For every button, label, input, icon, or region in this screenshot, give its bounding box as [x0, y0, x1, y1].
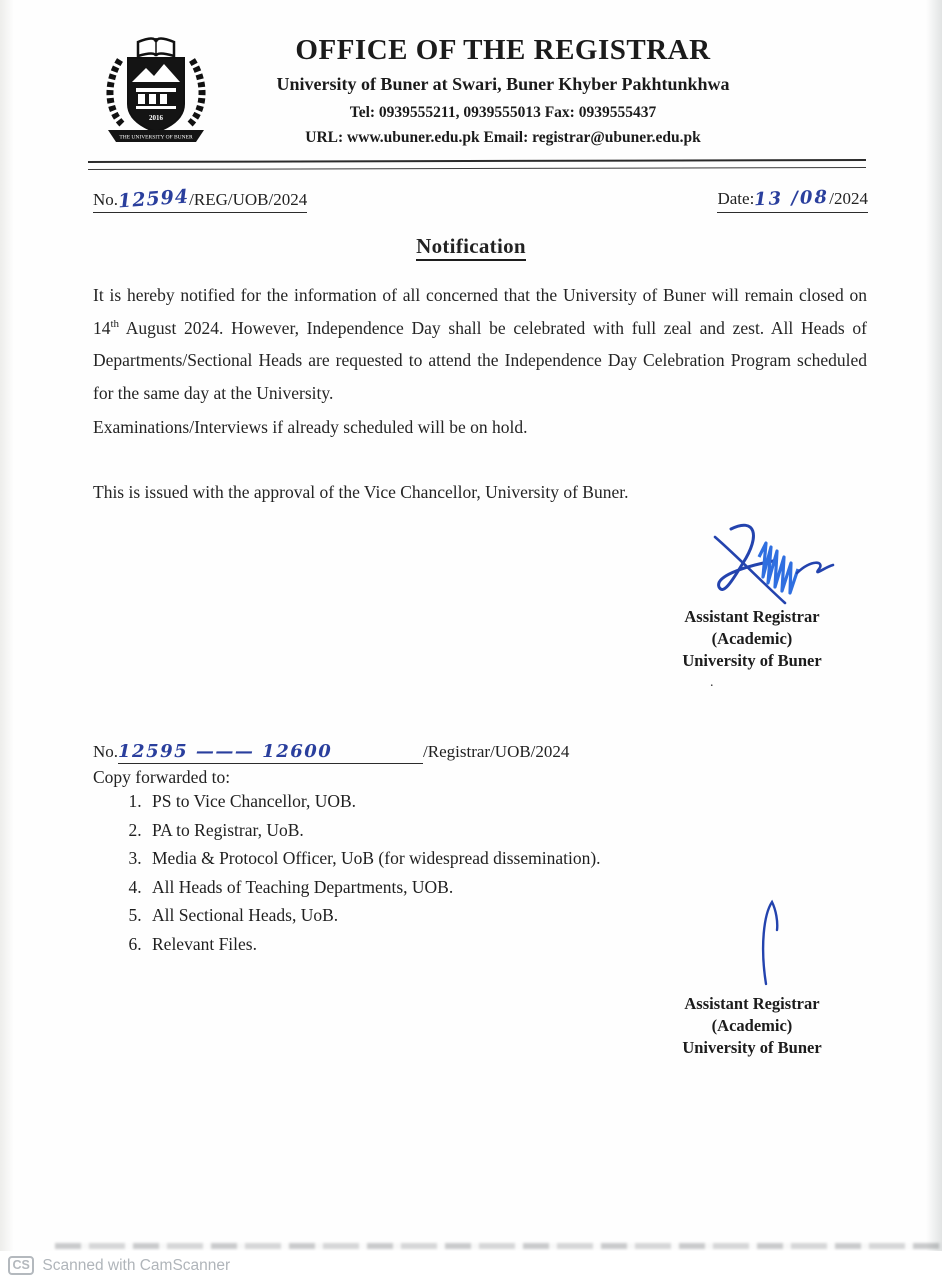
- body-paragraph-1: [93, 279, 867, 409]
- reference-row: [93, 185, 868, 213]
- distribution-item: 5. All Sectional Heads, UoB.: [146, 905, 746, 926]
- reference-date: [717, 188, 868, 213]
- p1-text-b: August 2024. However, Independence Day shall be celebrated with full zeal and zest. All Heads of Departments/Sectional Heads are requested to attend the Independence Day Celebration Program scheduled for the same day at the University.: [93, 317, 867, 403]
- signatory-dept: (Academic): [711, 629, 793, 648]
- signatory-dept: (Academic): [711, 1016, 793, 1035]
- ref-no-handwritten: 12594: [117, 185, 190, 213]
- stray-ink-dot: .: [710, 675, 714, 690]
- ref-no-prefix: No.: [93, 190, 119, 209]
- distribution-reference: [93, 741, 569, 764]
- distribution-list: [122, 791, 746, 962]
- date-handwritten: 13 /08: [753, 186, 830, 211]
- tel-fax-line: Tel: 0939555211, 0939555013 Fax: 0939555437: [349, 104, 657, 121]
- signatory-title: Assistant Registrar: [684, 607, 820, 626]
- signatory-org: University of Buner: [682, 651, 822, 670]
- registrar-initial-ink: [752, 896, 788, 990]
- camscanner-icon: CS: [8, 1256, 34, 1275]
- scan-edge-artifact: [55, 1243, 942, 1249]
- date-year: /2024: [829, 189, 868, 208]
- header-divider: [88, 159, 866, 170]
- signature-block-top: [652, 606, 852, 672]
- university-line: University of Buner at Swari, Buner Khyber Pakhtunkhwa: [276, 74, 730, 94]
- signatory-org: University of Buner: [682, 1038, 822, 1057]
- office-title: OFFICE OF THE REGISTRAR: [295, 34, 711, 66]
- dist-no-suffix: /Registrar/UOB/2024: [423, 742, 570, 761]
- svg-text:2016: 2016: [149, 114, 163, 122]
- body-paragraph-2: Examinations/Interviews if already scheduled will be on hold.: [93, 417, 528, 437]
- distribution-item: 4. All Heads of Teaching Departments, UOB.: [146, 877, 746, 898]
- p1-superscript: th: [110, 317, 120, 330]
- letterhead: [218, 34, 788, 147]
- crest-banner: [108, 130, 204, 142]
- distribution-item: 1. PS to Vice Chancellor, UOB.: [146, 791, 746, 812]
- body-paragraph-3: This is issued with the approval of the Vice Chancellor, University of Buner.: [93, 482, 629, 502]
- document-title: Notification: [0, 234, 942, 259]
- p1-text-a: It is hereby notified for the information of all concerned that the University of Buner will remain closed on 14: [93, 285, 867, 338]
- university-crest-logo: [98, 30, 214, 152]
- dist-no-prefix: No.: [93, 742, 119, 761]
- distribution-item: 6. Relevant Files.: [146, 934, 746, 955]
- svg-text:THE UNIVERSITY OF BUNER: THE UNIVERSITY OF BUNER: [119, 134, 193, 141]
- signature-block-bottom: [652, 993, 852, 1059]
- ref-no-suffix: /REG/UOB/2024: [189, 190, 308, 209]
- camscanner-footer: [0, 1251, 942, 1280]
- book-icon: [138, 38, 174, 56]
- reference-number: [93, 185, 308, 213]
- distribution-item: 2. PA to Registrar, UoB.: [146, 820, 746, 841]
- distribution-item: 3. Media & Protocol Officer, UoB (for widespread dissemination).: [146, 848, 746, 869]
- url-email-line: URL: www.ubuner.edu.pk Email: registrar@ubuner.edu.pk: [305, 129, 701, 146]
- signatory-title: Assistant Registrar: [684, 994, 820, 1013]
- camscanner-watermark-text: Scanned with CamScanner: [42, 1256, 231, 1274]
- copy-forwarded-label: Copy forwarded to:: [93, 767, 231, 787]
- registrar-signature-ink: [693, 515, 843, 615]
- dist-no-handwritten: 12595 ——— 12600: [118, 741, 423, 764]
- date-prefix: Date:: [717, 189, 755, 208]
